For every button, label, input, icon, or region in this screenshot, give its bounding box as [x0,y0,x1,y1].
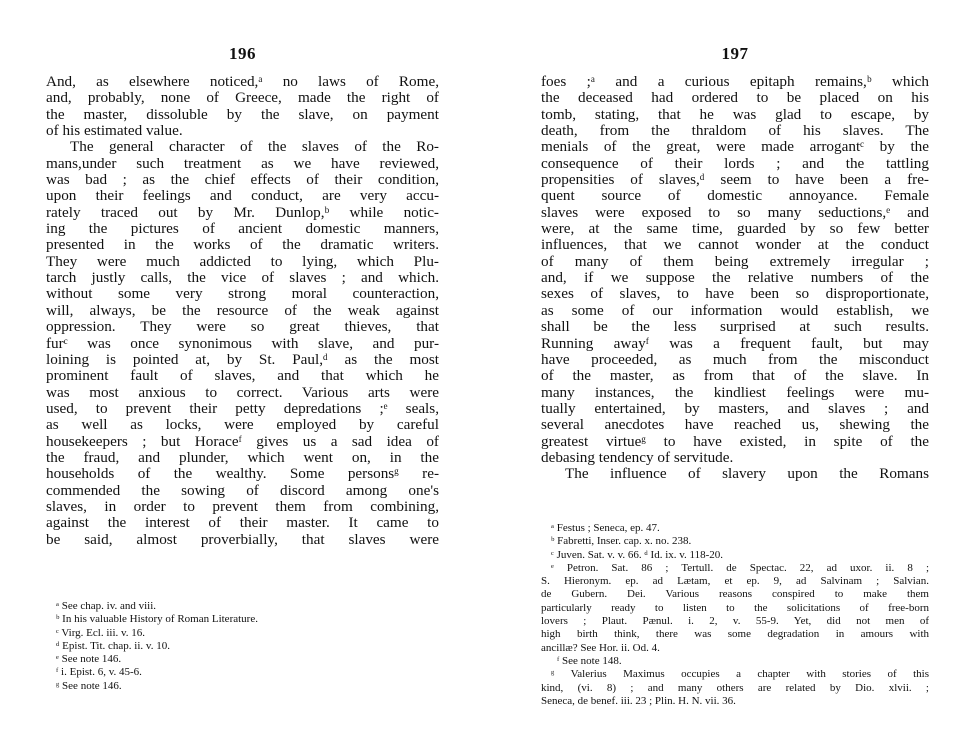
text-line: The influence of slavery upon the Romans [565,466,929,483]
footnote: ᵉ See note 146. [56,653,122,666]
text-line: was most anxious to correct. Various arts were [46,384,439,401]
text-line: furᶜ was once synonimous with slave, and pur- [46,335,439,352]
footnote: ᵇ Fabretti, Inser. cap. x. no. 238. [551,535,692,548]
footnote: ᶜ Juven. Sat. v. v. 66. ᵈ Id. ix. v. 118-20. [551,548,724,561]
footnote: ᵍ Valerius Maximus occupies a chapter with stories of this [551,668,929,681]
text-line: death, from the thraldom of his slaves. The [541,123,929,140]
footnote: ancillæ? See Hor. ii. Od. 4. [541,641,660,654]
body-text [541,74,929,483]
text-line: debasing tendency of servitude. [541,449,734,466]
text-line: rately traced out by Mr. Dunlop,ᵇ while notic- [46,204,439,221]
text-line: as some of our information would establish, we [541,302,929,319]
text-line: were, at the same time, guarded by so few better [541,221,929,238]
footnote: ᵉ Petron. Sat. 86 ; Tertull. de Spectac. 22, ad uxor. ii. 8 ; [551,561,929,574]
footnote: ᵇ In his valuable History of Roman Literature. [56,613,258,626]
text-line: influences, that we cannot wonder at the conduct [541,237,929,254]
footnotes [46,600,439,693]
text-line: foes ;ᵃ and a curious epitaph remains,ᵇ which [541,74,929,90]
text-line: of many of them being extremely irregular ; [541,253,929,270]
footnote: kind, (vi. 8) ; and many others are related by Dio. xlvii. ; [541,681,929,694]
text-line: households of the wealthy. Some personsᵍ re- [46,466,439,483]
text-line: commended the sowing of discord among one's [46,482,439,499]
text-line: tarch justly calls, the vice of slaves ; and which. [46,270,439,287]
text-line: and, probably, none of Greece, made the right of [46,90,439,107]
text-line: oppression. They were so great thieves, that [46,319,439,336]
text-line: propensities of slaves,ᵈ seem to have been a fre- [541,172,929,189]
text-line: against the interest of their master. It came to [46,515,439,532]
text-line: upon their feelings and conduct, are very accu- [46,188,439,205]
text-line: And, as elsewhere noticed,ᵃ no laws of Rome, [46,74,439,90]
text-line: of the master, as from that of the slave. In [541,368,929,385]
footnote: lovers ; Plaut. Pænul. i. 2, v. 55-9. Yet, did not men of [541,615,929,628]
text-line: tomb, stating, that he was glad to escape, by [541,106,929,123]
text-line: mans,under such treatment as we have reviewed, [46,155,439,172]
text-line: menials of the great, were made arrogantᶜ by the [541,139,929,156]
text-line: consequence of their lords ; and the tattling [541,155,929,172]
text-line: slaves, in order to prevent them from combining, [46,498,439,515]
footnote: ᵈ Epist. Tit. chap. ii. v. 10. [56,639,170,652]
text-line: housekeepers ; but Horaceᶠ gives us a sad idea of [46,433,439,450]
text-line: slaves were exposed to so many seductions,ᵉ and [541,204,929,221]
text-line: used, to prevent their petty depredations ;ᵉ seals, [46,400,439,417]
footnotes [541,522,929,708]
text-line: tually entertained, by masters, and slaves ; and [541,400,929,417]
body-text [46,74,439,548]
text-line: greatest virtueᵍ to have existed, in spite of the [541,433,929,450]
text-line: many instances, the kindliest feelings were mu- [541,384,929,401]
left-page [46,0,439,754]
text-line: the fraud, and plunder, which went on, in the [46,449,439,466]
footnote: ᶠ i. Epist. 6, v. 45-6. [56,666,142,679]
text-line: without some very strong moral counteraction, [46,286,439,303]
footnote: de Gubern. Dei. Various reasons conspired to make them [541,588,929,601]
text-line: The general character of the slaves of the Ro- [70,139,439,156]
text-line: presented in the works of the dramatic writers. [46,237,439,254]
footnote: high birth think, there was some degradation in amours with [541,628,929,641]
page-number: 197 [721,44,749,63]
text-line: quent source of domestic annoyance. Female [541,188,929,205]
text-line: several anecdotes have reached us, shewing the [541,417,929,434]
text-line: Running awayᶠ was a frequent fault, but may [541,335,929,352]
footnote: ᵃ Festus ; Seneca, ep. 47. [551,522,660,534]
text-line: as well as locks, were employed by careful [46,417,439,434]
text-line: the deceased had ordered to be placed on his [541,90,929,107]
text-line: loining is pointed at, by St. Paul,ᵈ as the most [46,351,439,368]
text-line: and, if we suppose the relative numbers of the [541,270,929,287]
text-line: prominent fault of slaves, and that which he [46,368,439,385]
text-line: They were much addicted to lying, which Plu- [46,253,439,270]
footnote: ᶠ See note 148. [557,654,622,667]
text-line: ing the pictures of ancient domestic manners, [46,221,439,238]
text-line: sexes of slaves, to have been so disproportionate, [541,286,929,303]
text-line: will, always, be the resource of the weak against [46,302,439,319]
footnote: particularly ready to listen to the solicitations of free-born [541,601,929,614]
footnote: S. Hieronym. ep. ad Lætam, et ep. 9, ad Salvinam ; Salvian. [541,575,929,588]
text-line: of his estimated value. [46,123,183,140]
text-line: the master, dissoluble by the slave, on payment [46,106,439,123]
text-line: shall be the less surprised at such results. [541,319,929,336]
footnote: ᶜ Virg. Ecl. iii. v. 16. [56,626,146,639]
page-number: 196 [229,44,256,63]
footnote: Seneca, de benef. iii. 23 ; Plin. H. N. vii. 36. [541,694,736,707]
text-line: was bad ; as the chief effects of their condition, [46,172,439,189]
text-line: be said, almost proverbially, that slaves were [46,531,439,548]
text-line: have proceeded, as much from the misconduct [541,351,929,368]
right-page [541,0,929,754]
footnote: ᵍ See note 146. [56,679,122,692]
footnote: ᵃ See chap. iv. and viii. [56,600,157,612]
